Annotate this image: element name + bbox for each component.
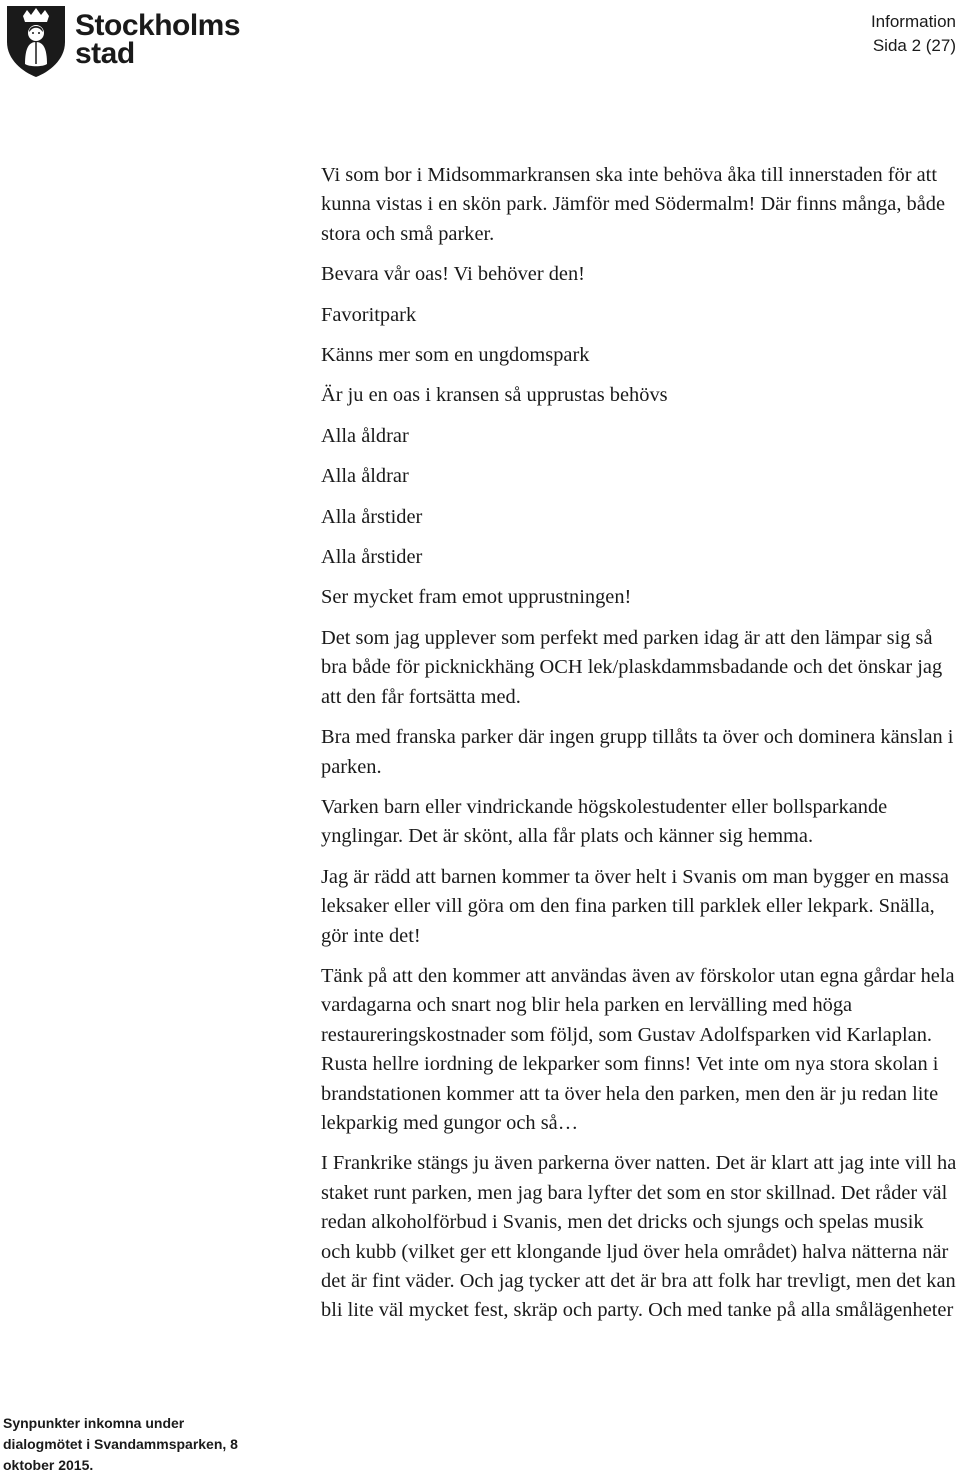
logo-wordmark: [75, 9, 241, 70]
paragraph: Tänk på att den kommer att användas även av förskolor utan egna gårdar hela vardagarna och snart nog blir hela parken en lervälling med höga restaureringskostnader som följd, som Gustav Adolfsparken vid Karlaplan. Rusta hellre iordning de lekparker som finns! Vet inte om nya stora skolan i brandstationen kommer att ta över hela den parken, men den är ju redan lite lekparkig med gungor och så…: [321, 964, 955, 1134]
document-header-info: [871, 10, 956, 58]
paragraph: I Frankrike stängs ju även parkerna över natten. Det är klart att jag inte vill ha staket runt parken, men jag bara lyfter det som en stor skillnad. Det råder väl redan alkoholförbud i Svanis, men det dricks och sjungs och spelas musik och kubb (vilket ger ett klongande ljud över hela området) halva nätterna när det är fint väder. Och jag tycker att det är bra att folk har trevligt, men det kan bli lite väl mycket fest, skräp och party. Och med tanke på alla smålägenheter: [321, 1152, 957, 1322]
paragraph: Känns mer som en ungdomspark: [321, 344, 590, 367]
document-footer: [3, 1413, 253, 1476]
paragraph: Varken barn eller vindrickande högskolestudenter eller bollsparkande ynglingar. Det är skönt, alla får plats och känner sig hemma.: [321, 795, 888, 848]
document-type: Information: [870, 12, 956, 31]
paragraph: Jag är rädd att barnen kommer ta över helt i Svanis om man bygger en massa leksaker eller vill göra om den fina parken till parklek eller lekpark. Snälla, gör inte det!: [321, 865, 949, 947]
footer-line-3: oktober 2015.: [3, 1457, 94, 1473]
paragraph: Alla årstider: [321, 546, 423, 569]
paragraph: Bevara vår oas! Vi behöver den!: [321, 263, 585, 286]
paragraph: Är ju en oas i kransen så upprustas behövs: [321, 384, 668, 407]
footer-line-2: dialogmötet i Svandammsparken, 8: [3, 1436, 238, 1452]
logo-line-2: stad: [75, 37, 135, 70]
paragraph: Det som jag upplever som perfekt med parken idag är att den lämpar sig så bra både för picknickhäng OCH lek/plaskdammsbadande och det önskar jag att den får fortsätta med.: [321, 626, 943, 708]
footer-line-1: Synpunkter inkomna under: [3, 1415, 185, 1431]
paragraph: Ser mycket fram emot upprustningen!: [321, 586, 632, 609]
stockholm-stad-logo: [3, 2, 240, 78]
document-body: [321, 161, 957, 1326]
paragraph: Favoritpark: [321, 303, 417, 326]
paragraph: Bra med franska parker där ingen grupp tillåts ta över och dominera känslan i parken.: [321, 726, 954, 778]
stockholm-crest-icon: [3, 2, 69, 78]
paragraph: Alla åldrar: [321, 465, 409, 488]
paragraph: Alla årstider: [321, 505, 423, 528]
logo-line-1: Stockholms: [75, 9, 241, 42]
paragraph: Vi som bor i Midsommarkransen ska inte behöva åka till innerstaden för att kunna vistas i en skön park. Jämför med Södermalm! Där finns många, både stora och små parker.: [321, 164, 946, 245]
page-number: Sida 2 (27): [872, 36, 956, 55]
paragraph: Alla åldrar: [321, 424, 409, 447]
